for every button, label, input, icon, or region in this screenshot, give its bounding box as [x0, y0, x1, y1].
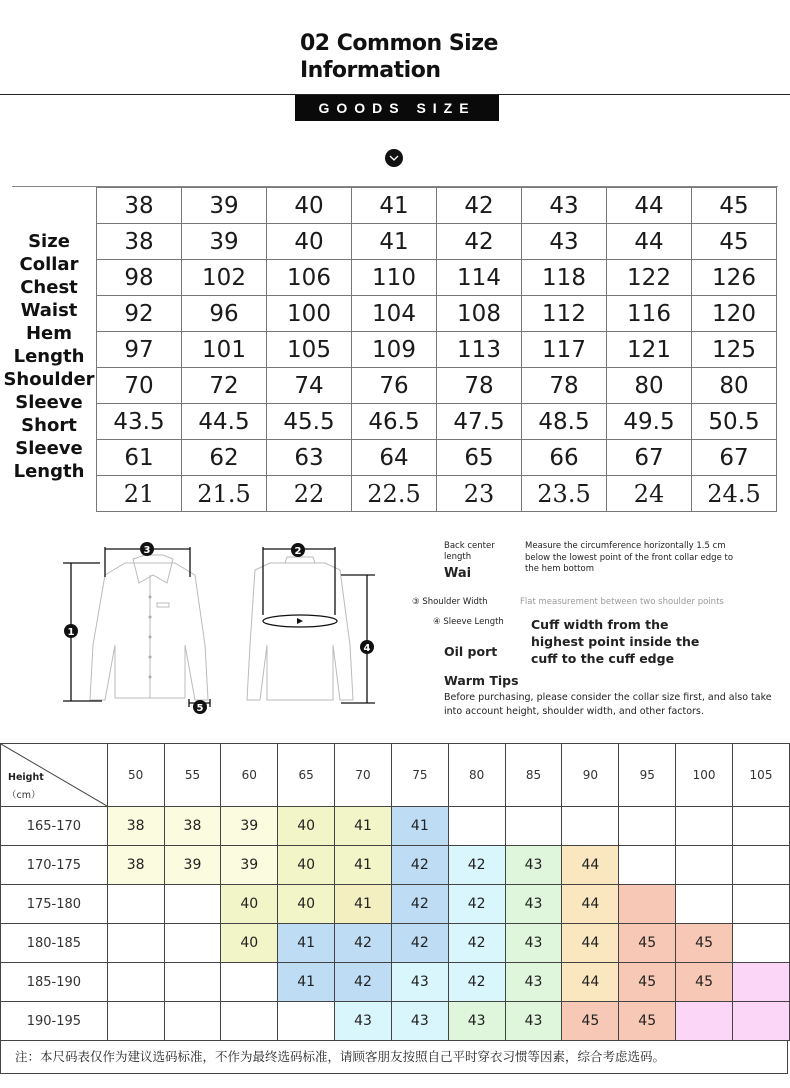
size-table-cell: 101: [182, 332, 267, 368]
size-table-cell: 45.5: [267, 404, 352, 440]
corner-unit-label: （cm）: [7, 790, 41, 801]
size-table-cell: 102: [182, 260, 267, 296]
fit-chart-height-label: 165-170: [1, 807, 108, 846]
fit-chart-cell: 45: [562, 1002, 619, 1041]
size-table-cell: 43.5: [97, 404, 182, 440]
size-table-cell: 23: [437, 476, 522, 512]
size-table-cell: 64: [352, 440, 437, 476]
fit-chart-cell: 44: [562, 924, 619, 963]
size-table-row-label: Sleeve: [15, 392, 83, 413]
fit-chart-cell: 44: [562, 963, 619, 1002]
fit-chart-corner-cell: [1, 744, 108, 807]
size-table-row-label: Collar: [19, 254, 79, 275]
wai-label: Wai: [444, 566, 472, 581]
fit-chart-cell: [221, 963, 278, 1002]
size-table-cell: 112: [522, 296, 607, 332]
size-table-row-label: Hem: [25, 323, 73, 344]
fit-chart-cell: [733, 846, 790, 885]
size-table-cell: 96: [182, 296, 267, 332]
size-table-cell: 78: [437, 368, 522, 404]
size-table-cell: 63: [267, 440, 352, 476]
size-table-label-cell: [12, 188, 97, 224]
size-table-cell: 72: [182, 368, 267, 404]
marker-3-label: 3: [143, 545, 151, 556]
size-table-cell: 109: [352, 332, 437, 368]
size-table-cell: 44.5: [182, 404, 267, 440]
fit-chart-cell: 42: [391, 924, 448, 963]
fit-chart-weight-header: 65: [278, 744, 335, 807]
fit-chart-cell: [733, 885, 790, 924]
page-title: [300, 30, 498, 84]
size-table-row: [12, 260, 777, 296]
size-table-cell: 44: [607, 188, 692, 224]
size-table-cell: 45: [692, 224, 777, 260]
fit-chart-cell: [164, 963, 221, 1002]
fit-chart-height-label: 190-195: [1, 1002, 108, 1041]
size-table-cell: 126: [692, 260, 777, 296]
fit-chart-height-label: 170-175: [1, 846, 108, 885]
fit-chart-cell: [733, 963, 790, 1002]
size-table-row: [12, 296, 777, 332]
height-weight-size-chart: [0, 743, 790, 1041]
fit-chart-cell: 45: [619, 963, 676, 1002]
size-table-cell: 98: [97, 260, 182, 296]
oil-port-label: Oil port: [444, 644, 498, 659]
size-table-cell: 38: [97, 188, 182, 224]
size-table-cell: 108: [437, 296, 522, 332]
fit-chart-cell: 44: [562, 846, 619, 885]
fit-chart-cell: 40: [278, 807, 335, 846]
size-table-row-label: Waist: [20, 300, 78, 321]
size-table-row: [12, 404, 777, 440]
marker-1-label: 1: [67, 627, 75, 638]
fit-chart-cell: 42: [448, 924, 505, 963]
size-table-cell: 39: [182, 224, 267, 260]
fit-chart-cell: [676, 1002, 733, 1041]
fit-chart-row: [1, 807, 790, 846]
fit-chart-cell: 43: [335, 1002, 392, 1041]
fit-chart-cell: 40: [221, 885, 278, 924]
size-table-cell: 125: [692, 332, 777, 368]
fit-chart-cell: 43: [505, 924, 562, 963]
fit-chart-height-label: 185-190: [1, 963, 108, 1002]
size-table-row-label: Short: [21, 415, 77, 436]
size-table-cell: 118: [522, 260, 607, 296]
fit-chart-header-row: [1, 744, 790, 807]
size-table-cell: 97: [97, 332, 182, 368]
size-table-row: [12, 440, 777, 476]
size-table-row: [12, 188, 777, 224]
fit-chart-cell: 43: [505, 1002, 562, 1041]
size-table-cell: 23.5: [522, 476, 607, 512]
size-table-cell: 42: [437, 188, 522, 224]
fit-chart-cell: [164, 885, 221, 924]
size-chart-note: 注：本尺码表仅作为建议选码标准，不作为最终选码标准，请顾客朋友按照自己平时穿衣习惯等因素，综合考虑选码。: [0, 1040, 788, 1074]
fit-chart-cell: 43: [391, 963, 448, 1002]
back-center-description: Measure the circumference horizontally 1.5 cm below the lowest point of the front collar edge to the hem bottom: [525, 541, 734, 574]
fit-chart-weight-header: 95: [619, 744, 676, 807]
fit-chart-weight-header: 70: [335, 744, 392, 807]
fit-chart-cell: [448, 807, 505, 846]
size-table-cell: 76: [352, 368, 437, 404]
size-table-cell: 121: [607, 332, 692, 368]
fit-chart-cell: 44: [562, 885, 619, 924]
shoulder-width-label: ③ Shoulder Width: [412, 597, 488, 607]
size-table-cell: 92: [97, 296, 182, 332]
size-table-row-label: Shoulder: [3, 369, 95, 390]
size-table-cell: 113: [437, 332, 522, 368]
size-table-cell: 116: [607, 296, 692, 332]
size-table-cell: 70: [97, 368, 182, 404]
warm-tips-text: Before purchasing, please consider the collar size first, and also take into account height, shoulder width, and other factors.: [444, 692, 772, 717]
size-table-cell: 62: [182, 440, 267, 476]
fit-chart-cell: 43: [505, 846, 562, 885]
fit-chart-cell: [107, 885, 164, 924]
fit-chart-weight-header: 60: [221, 744, 278, 807]
size-table-cell: 22: [267, 476, 352, 512]
size-table-cell: 67: [607, 440, 692, 476]
size-table-cell: 24.5: [692, 476, 777, 512]
size-table-row-label: Chest: [20, 277, 78, 298]
fit-chart-row: [1, 885, 790, 924]
size-table-row: [12, 368, 777, 404]
size-table-cell: 50.5: [692, 404, 777, 440]
fit-chart-cell: 42: [448, 846, 505, 885]
fit-chart-weight-header: 85: [505, 744, 562, 807]
fit-chart-cell: 43: [505, 963, 562, 1002]
size-table-cell: 120: [692, 296, 777, 332]
size-table-row-label: Sleeve: [15, 438, 83, 459]
fit-chart-cell: [619, 885, 676, 924]
size-table-cell: 114: [437, 260, 522, 296]
fit-chart-cell: [164, 1002, 221, 1041]
size-table-row: [12, 476, 777, 512]
size-table-row-label: Length: [13, 461, 85, 482]
size-table-row: [12, 224, 777, 260]
size-table-cell: 24: [607, 476, 692, 512]
fit-chart-cell: 38: [107, 846, 164, 885]
warm-tips-title: Warm Tips: [444, 673, 519, 688]
fit-chart-cell: 42: [448, 885, 505, 924]
size-table-cell: 61: [97, 440, 182, 476]
fit-chart-cell: 42: [391, 846, 448, 885]
fit-chart-row: [1, 924, 790, 963]
fit-chart-cell: 42: [448, 963, 505, 1002]
fit-chart-cell: 39: [221, 846, 278, 885]
fit-chart-weight-header: 105: [733, 744, 790, 807]
fit-chart-cell: 42: [335, 924, 392, 963]
size-table-cell: 21: [97, 476, 182, 512]
fit-chart-cell: 41: [278, 924, 335, 963]
fit-chart-row: [1, 963, 790, 1002]
fit-chart-cell: 40: [221, 924, 278, 963]
size-table-cell: 104: [352, 296, 437, 332]
fit-chart-cell: 42: [335, 963, 392, 1002]
shirt-measurement-diagram: [45, 535, 390, 715]
size-table-cell: 44: [607, 224, 692, 260]
fit-chart-cell: 45: [619, 924, 676, 963]
size-table-cell: 45: [692, 188, 777, 224]
fit-chart-weight-header: 50: [107, 744, 164, 807]
fit-chart-cell: 41: [335, 885, 392, 924]
fit-chart-cell: 45: [676, 963, 733, 1002]
back-center-label: Back center length: [444, 541, 495, 562]
fit-chart-row: [1, 846, 790, 885]
fit-chart-cell: [733, 807, 790, 846]
marker-4-label: 4: [363, 643, 371, 654]
fit-chart-cell: 43: [448, 1002, 505, 1041]
fit-chart-cell: [164, 924, 221, 963]
fit-chart-cell: [619, 807, 676, 846]
fit-chart-cell: 41: [335, 846, 392, 885]
size-table-cell: 49.5: [607, 404, 692, 440]
fit-chart-cell: 45: [619, 1002, 676, 1041]
fit-chart-cell: [619, 846, 676, 885]
title-line-2: Information: [300, 58, 441, 83]
size-table-cell: 43: [522, 188, 607, 224]
size-table-cell: 105: [267, 332, 352, 368]
fit-chart-cell: 41: [391, 807, 448, 846]
fit-chart-cell: [107, 963, 164, 1002]
size-table-cell: 39: [182, 188, 267, 224]
size-table-cell: 41: [352, 224, 437, 260]
size-table-cell: 21.5: [182, 476, 267, 512]
size-table-cell: 38: [97, 224, 182, 260]
marker-2-label: 2: [294, 546, 302, 557]
size-table-cell: 43: [522, 224, 607, 260]
fit-chart-cell: [107, 1002, 164, 1041]
fit-chart-cell: [278, 1002, 335, 1041]
fit-chart-cell: [676, 807, 733, 846]
title-line-1: 02 Common Size: [300, 31, 498, 56]
fit-chart-cell: [676, 885, 733, 924]
sleeve-length-label: ④ Sleeve Length: [433, 617, 504, 627]
fit-chart-cell: 38: [107, 807, 164, 846]
size-table-cell: 100: [267, 296, 352, 332]
size-table-row: [12, 332, 777, 368]
marker-5-label: 5: [196, 703, 204, 714]
size-table: [12, 187, 777, 512]
size-table-cell: 40: [267, 188, 352, 224]
fit-chart-cell: 38: [164, 807, 221, 846]
size-table-row-labels: [3, 230, 95, 483]
size-table-cell: 47.5: [437, 404, 522, 440]
fit-chart-cell: 42: [391, 885, 448, 924]
cuff-description: Cuff width from the highest point inside the cuff to the cuff edge: [531, 617, 700, 666]
size-table-cell: 117: [522, 332, 607, 368]
fit-chart-cell: 41: [335, 807, 392, 846]
size-table-cell: 122: [607, 260, 692, 296]
size-table-cell: 42: [437, 224, 522, 260]
size-table-cell: 67: [692, 440, 777, 476]
size-table-cell: 40: [267, 224, 352, 260]
fit-chart-cell: [733, 924, 790, 963]
size-table-cell: 22.5: [352, 476, 437, 512]
fit-chart-cell: 39: [221, 807, 278, 846]
fit-chart-cell: [562, 807, 619, 846]
fit-chart-cell: 40: [278, 846, 335, 885]
fit-chart-weight-header: 90: [562, 744, 619, 807]
size-table-cell: 106: [267, 260, 352, 296]
size-table-cell: 46.5: [352, 404, 437, 440]
fit-chart-cell: 45: [676, 924, 733, 963]
goods-size-banner: GOODS SIZE: [295, 95, 499, 121]
fit-chart-weight-header: 55: [164, 744, 221, 807]
fit-chart-height-label: 180-185: [1, 924, 108, 963]
fit-chart-height-label: 175-180: [1, 885, 108, 924]
fit-chart-cell: 41: [278, 963, 335, 1002]
size-table-cell: 66: [522, 440, 607, 476]
fit-chart-weight-header: 100: [676, 744, 733, 807]
size-table-cell: 74: [267, 368, 352, 404]
chevron-down-circle-icon: [385, 149, 403, 167]
fit-chart-weight-header: 75: [391, 744, 448, 807]
size-table-cell: 41: [352, 188, 437, 224]
fit-chart-cell: 40: [278, 885, 335, 924]
fit-chart-cell: [505, 807, 562, 846]
fit-chart-cell: [676, 846, 733, 885]
fit-chart-cell: [107, 924, 164, 963]
size-table-cell: 80: [692, 368, 777, 404]
fit-chart-weight-header: 80: [448, 744, 505, 807]
fit-chart-row: [1, 1002, 790, 1041]
fit-chart-cell: [221, 1002, 278, 1041]
size-table-cell: 80: [607, 368, 692, 404]
fit-chart-cell: [733, 1002, 790, 1041]
size-table-row-label: Length: [13, 346, 85, 367]
size-table-cell: 110: [352, 260, 437, 296]
size-table-row-label: Size: [28, 231, 70, 252]
fit-chart-cell: 43: [391, 1002, 448, 1041]
size-table-cell: 48.5: [522, 404, 607, 440]
corner-height-label: Height: [8, 772, 44, 783]
fit-chart-cell: 39: [164, 846, 221, 885]
shoulder-width-description: Flat measurement between two shoulder points: [520, 597, 724, 607]
size-table-cell: 65: [437, 440, 522, 476]
fit-chart-cell: 43: [505, 885, 562, 924]
size-table-cell: 78: [522, 368, 607, 404]
